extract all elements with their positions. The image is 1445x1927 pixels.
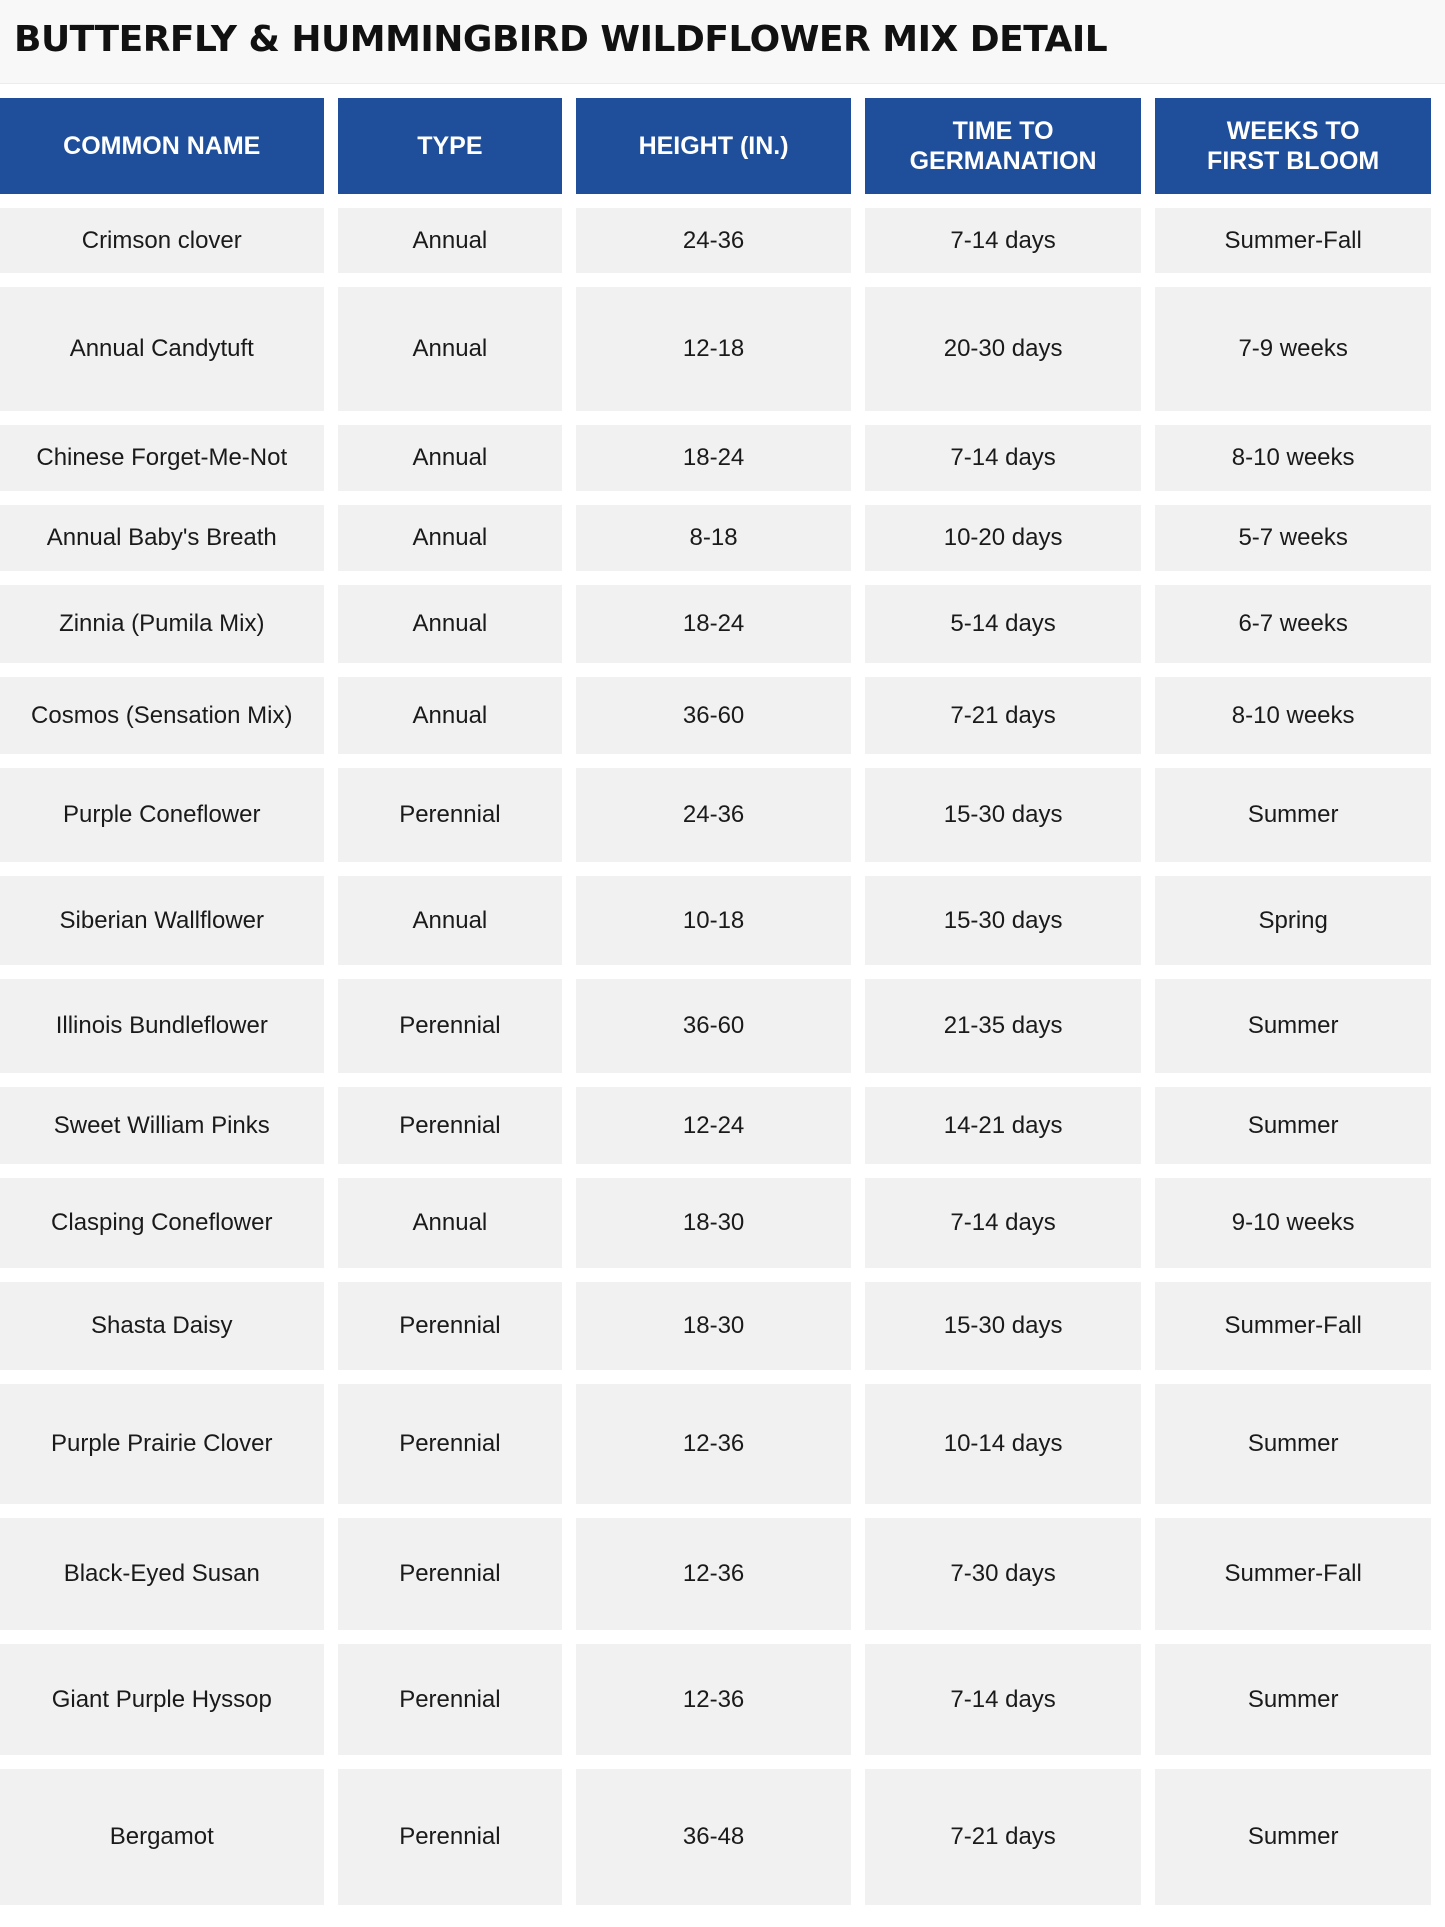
cell-type: Annual <box>338 585 563 663</box>
cell-first-bloom: Spring <box>1155 876 1431 965</box>
cell-height: 24-36 <box>576 208 851 273</box>
cell-height: 18-24 <box>576 425 851 491</box>
page-title: BUTTERFLY & HUMMINGBIRD WILDFLOWER MIX DETAIL <box>14 19 1108 60</box>
wildflower-table <box>0 84 1445 1919</box>
cell-first-bloom: Summer <box>1155 1769 1431 1905</box>
table-row <box>0 1518 1431 1630</box>
cell-type: Perennial <box>338 1644 563 1755</box>
cell-first-bloom: Summer <box>1155 768 1431 862</box>
cell-germination: 15-30 days <box>865 876 1141 965</box>
header-row <box>0 98 1431 194</box>
header-type: TYPE <box>338 98 563 194</box>
cell-type: Annual <box>338 208 563 273</box>
cell-germination: 7-21 days <box>865 1769 1141 1905</box>
cell-height: 8-18 <box>576 505 851 571</box>
header-common-name: COMMON NAME <box>0 98 324 194</box>
cell-germination: 7-21 days <box>865 677 1141 754</box>
cell-type: Annual <box>338 677 563 754</box>
cell-height: 18-24 <box>576 585 851 663</box>
cell-first-bloom: 8-10 weeks <box>1155 677 1431 754</box>
cell-common-name: Crimson clover <box>0 208 324 273</box>
cell-height: 12-36 <box>576 1384 851 1504</box>
cell-height: 12-18 <box>576 287 851 411</box>
cell-germination: 10-20 days <box>865 505 1141 571</box>
cell-height: 24-36 <box>576 768 851 862</box>
cell-height: 18-30 <box>576 1178 851 1268</box>
cell-height: 12-24 <box>576 1087 851 1164</box>
table-row <box>0 1644 1431 1755</box>
cell-type: Annual <box>338 425 563 491</box>
cell-common-name: Shasta Daisy <box>0 1282 324 1370</box>
table-row <box>0 208 1431 273</box>
cell-first-bloom: 6-7 weeks <box>1155 585 1431 663</box>
cell-type: Perennial <box>338 768 563 862</box>
cell-germination: 15-30 days <box>865 1282 1141 1370</box>
cell-first-bloom: Summer-Fall <box>1155 1282 1431 1370</box>
cell-type: Annual <box>338 1178 563 1268</box>
table-row <box>0 979 1431 1073</box>
cell-height: 12-36 <box>576 1518 851 1630</box>
cell-first-bloom: Summer <box>1155 1087 1431 1164</box>
table-row <box>0 1384 1431 1504</box>
cell-first-bloom: 7-9 weeks <box>1155 287 1431 411</box>
table-row <box>0 505 1431 571</box>
cell-germination: 10-14 days <box>865 1384 1141 1504</box>
cell-common-name: Purple Prairie Clover <box>0 1384 324 1504</box>
cell-germination: 21-35 days <box>865 979 1141 1073</box>
cell-germination: 7-14 days <box>865 425 1141 491</box>
cell-common-name: Annual Baby's Breath <box>0 505 324 571</box>
cell-first-bloom: 8-10 weeks <box>1155 425 1431 491</box>
cell-height: 36-48 <box>576 1769 851 1905</box>
cell-common-name: Illinois Bundleflower <box>0 979 324 1073</box>
cell-type: Annual <box>338 876 563 965</box>
header-germination-line2: GERMANATION <box>909 147 1097 175</box>
table-row <box>0 1769 1431 1905</box>
table-row <box>0 287 1431 411</box>
table-row <box>0 1087 1431 1164</box>
cell-common-name: Chinese Forget-Me-Not <box>0 425 324 491</box>
cell-common-name: Giant Purple Hyssop <box>0 1644 324 1755</box>
cell-germination: 20-30 days <box>865 287 1141 411</box>
cell-common-name: Zinnia (Pumila Mix) <box>0 585 324 663</box>
header-height: HEIGHT (IN.) <box>576 98 851 194</box>
cell-common-name: Sweet William Pinks <box>0 1087 324 1164</box>
cell-common-name: Black-Eyed Susan <box>0 1518 324 1630</box>
cell-common-name: Annual Candytuft <box>0 287 324 411</box>
table-row <box>0 1178 1431 1268</box>
cell-first-bloom: Summer-Fall <box>1155 208 1431 273</box>
cell-common-name: Purple Coneflower <box>0 768 324 862</box>
cell-common-name: Bergamot <box>0 1769 324 1905</box>
cell-germination: 7-14 days <box>865 1644 1141 1755</box>
header-first-bloom-line2: FIRST BLOOM <box>1207 147 1380 175</box>
table-row <box>0 768 1431 862</box>
table-row <box>0 876 1431 965</box>
table-row <box>0 585 1431 663</box>
cell-germination: 14-21 days <box>865 1087 1141 1164</box>
cell-common-name: Cosmos (Sensation Mix) <box>0 677 324 754</box>
cell-height: 12-36 <box>576 1644 851 1755</box>
cell-type: Perennial <box>338 1769 563 1905</box>
cell-type: Perennial <box>338 1087 563 1164</box>
table-row <box>0 425 1431 491</box>
title-bar <box>0 0 1445 84</box>
cell-first-bloom: 5-7 weeks <box>1155 505 1431 571</box>
header-germination <box>865 98 1141 194</box>
cell-germination: 15-30 days <box>865 768 1141 862</box>
cell-type: Annual <box>338 505 563 571</box>
cell-common-name: Siberian Wallflower <box>0 876 324 965</box>
cell-height: 36-60 <box>576 677 851 754</box>
table-row <box>0 677 1431 754</box>
cell-first-bloom: Summer <box>1155 1644 1431 1755</box>
cell-germination: 7-30 days <box>865 1518 1141 1630</box>
table-row <box>0 1282 1431 1370</box>
cell-height: 10-18 <box>576 876 851 965</box>
cell-first-bloom: Summer-Fall <box>1155 1518 1431 1630</box>
cell-type: Annual <box>338 287 563 411</box>
header-first-bloom <box>1155 98 1431 194</box>
cell-height: 18-30 <box>576 1282 851 1370</box>
cell-germination: 7-14 days <box>865 1178 1141 1268</box>
cell-type: Perennial <box>338 979 563 1073</box>
cell-type: Perennial <box>338 1384 563 1504</box>
cell-first-bloom: 9-10 weeks <box>1155 1178 1431 1268</box>
cell-first-bloom: Summer <box>1155 1384 1431 1504</box>
cell-germination: 5-14 days <box>865 585 1141 663</box>
cell-type: Perennial <box>338 1518 563 1630</box>
header-germination-line1: TIME TO <box>952 117 1054 145</box>
cell-common-name: Clasping Coneflower <box>0 1178 324 1268</box>
cell-type: Perennial <box>338 1282 563 1370</box>
cell-first-bloom: Summer <box>1155 979 1431 1073</box>
cell-germination: 7-14 days <box>865 208 1141 273</box>
cell-height: 36-60 <box>576 979 851 1073</box>
header-first-bloom-line1: WEEKS TO <box>1226 117 1360 145</box>
